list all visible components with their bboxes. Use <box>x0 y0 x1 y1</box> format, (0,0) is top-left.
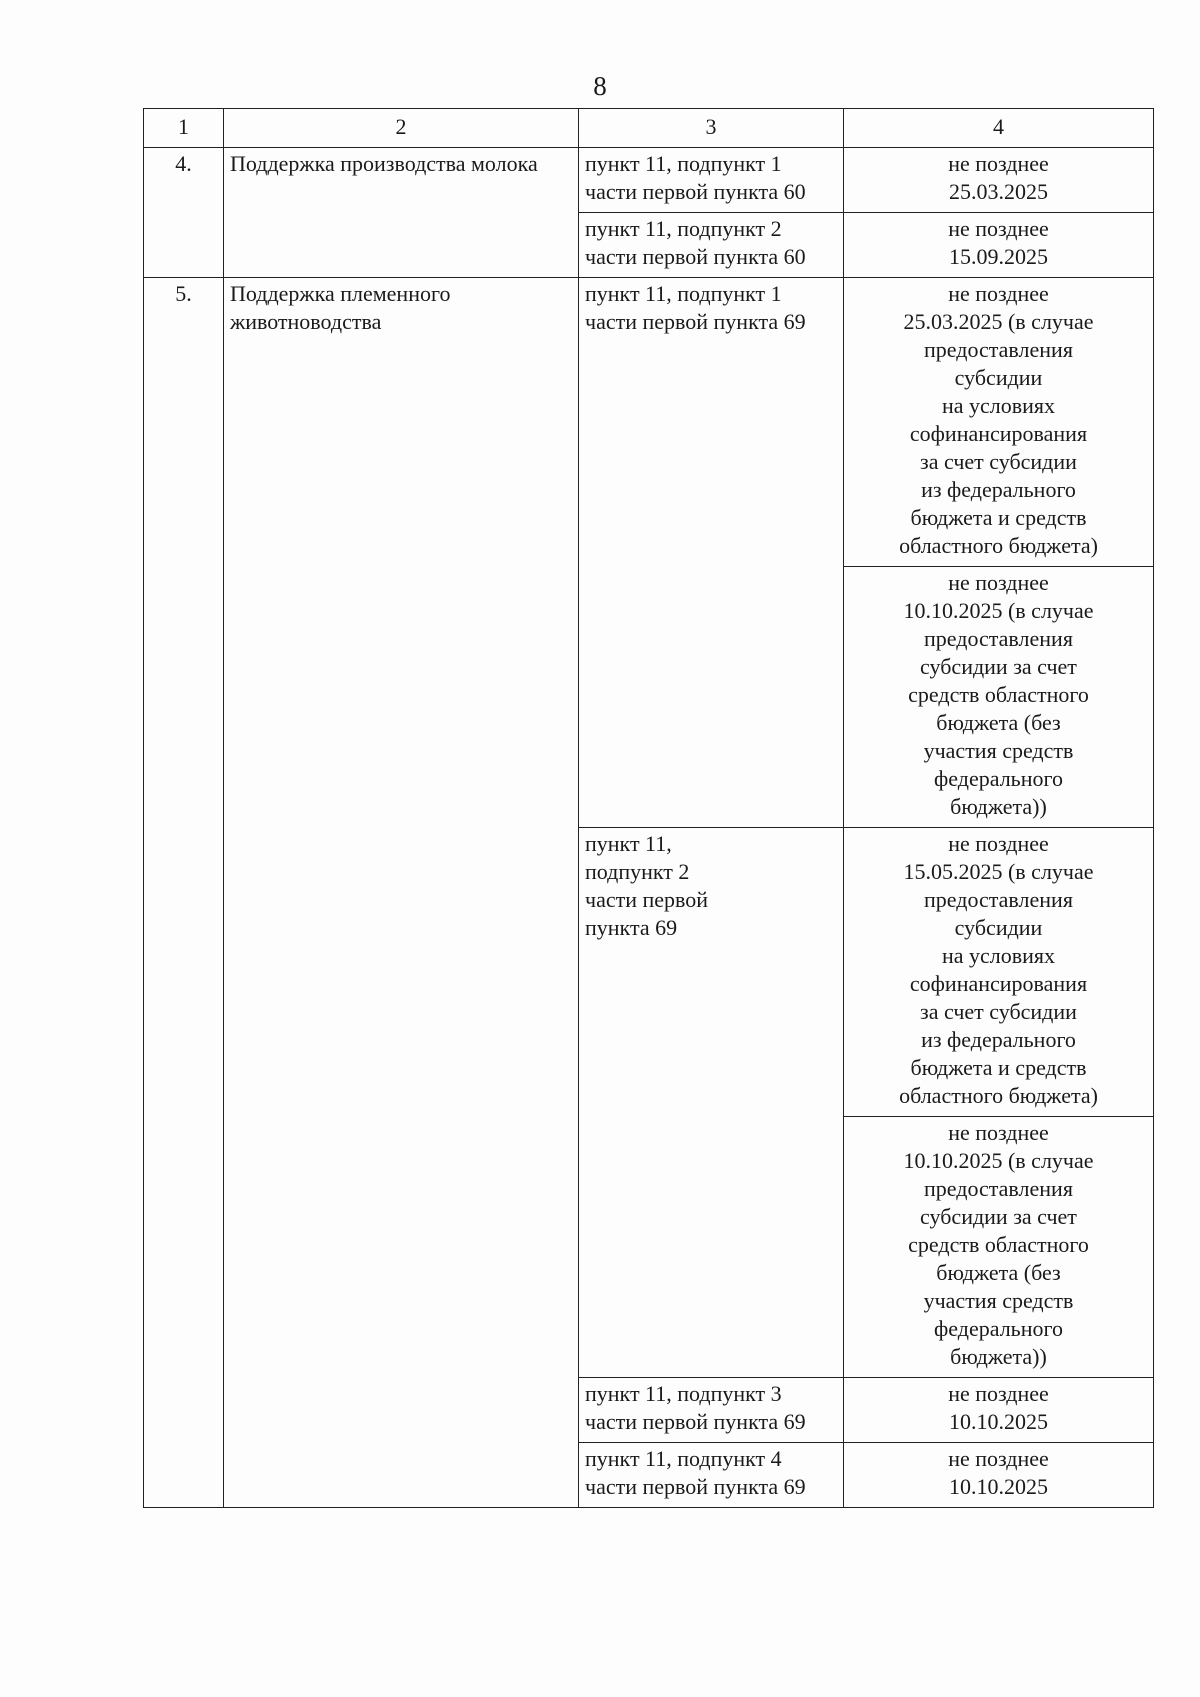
support-type-cell: Поддержка племенного животноводства <box>224 278 579 1508</box>
deadlines-table <box>143 108 1154 1508</box>
clause-cell: пункт 11, подпункт 2 части первой пункта 69 <box>579 828 844 1378</box>
header-cell-2: 2 <box>224 109 579 148</box>
table-row <box>144 148 1154 213</box>
clause-cell: пункт 11, подпункт 1 части первой пункта 69 <box>579 278 844 828</box>
page-number: 8 <box>593 71 607 101</box>
header-row <box>144 109 1154 148</box>
deadline-cell: не позднее 10.10.2025 <box>844 1443 1154 1508</box>
deadline-cell: не позднее 25.03.2025 <box>844 148 1154 213</box>
header-cell-1: 1 <box>144 109 224 148</box>
header-cell-4: 4 <box>844 109 1154 148</box>
deadline-cell: не позднее 10.10.2025 (в случае предоставления субсидии за счет средств областного бюджета (без участия средств федерального бюджета)) <box>844 567 1154 828</box>
support-type-cell: Поддержка производства молока <box>224 148 579 278</box>
deadline-cell: не позднее 25.03.2025 (в случае предоставления субсидии на условиях софинансирования за счет субсидии из федерального бюджета и средств областного бюджета) <box>844 278 1154 567</box>
clause-cell: пункт 11, подпункт 2 части первой пункта 60 <box>579 213 844 278</box>
table-body <box>144 109 1154 1508</box>
clause-cell: пункт 11, подпункт 1 части первой пункта 60 <box>579 148 844 213</box>
clause-cell: пункт 11, подпункт 4 части первой пункта 69 <box>579 1443 844 1508</box>
header-cell-3: 3 <box>579 109 844 148</box>
row-number-cell: 4. <box>144 148 224 278</box>
deadline-cell: не позднее 15.05.2025 (в случае предоставления субсидии на условиях софинансирования за счет субсидии из федерального бюджета и средств областного бюджета) <box>844 828 1154 1117</box>
deadline-cell: не позднее 15.09.2025 <box>844 213 1154 278</box>
deadline-cell: не позднее 10.10.2025 <box>844 1378 1154 1443</box>
deadline-cell: не позднее 10.10.2025 (в случае предоставления субсидии за счет средств областного бюджета (без участия средств федерального бюджета)) <box>844 1117 1154 1378</box>
row-number-cell: 5. <box>144 278 224 1508</box>
clause-cell: пункт 11, подпункт 3 части первой пункта 69 <box>579 1378 844 1443</box>
table-row <box>144 278 1154 567</box>
